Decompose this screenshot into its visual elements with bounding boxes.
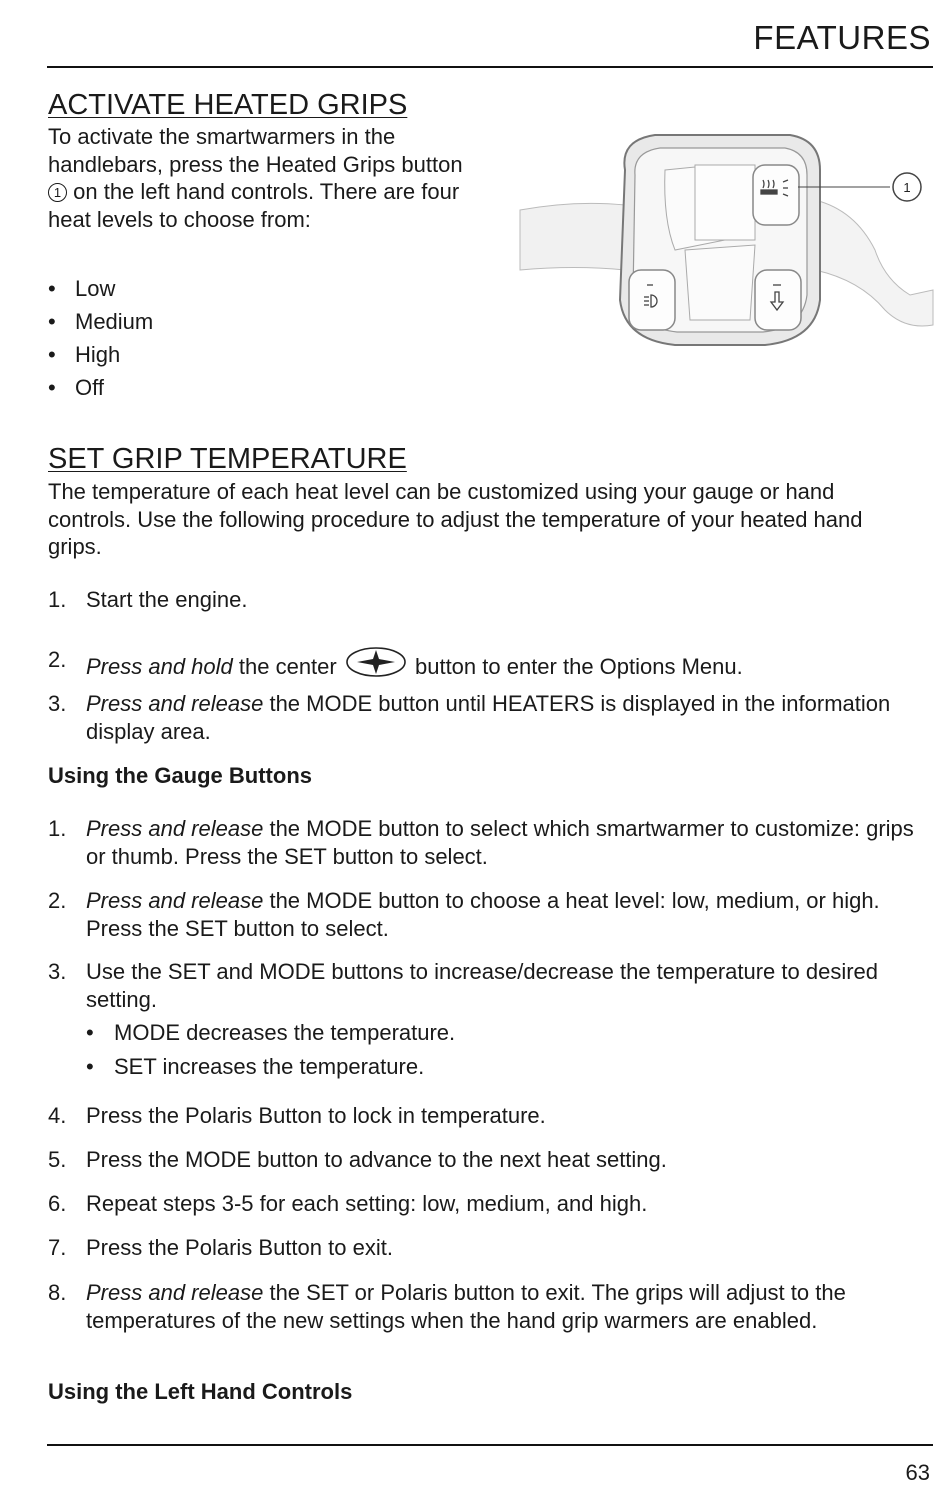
- list-item: 2. Press and hold the center button to enter the Options Menu.: [48, 646, 920, 687]
- page-number: 63: [905, 1460, 930, 1485]
- left-hand-controls-illustration: [515, 130, 935, 370]
- gauge-buttons-heading: Using the Gauge Buttons: [48, 763, 312, 788]
- list-item: • Off: [48, 375, 104, 400]
- grip-temperature-intro: The temperature of each heat level can be customized using your gauge or hand controls. Use the following procedure to adjust the temperature of your heated hand grips.: [48, 479, 863, 560]
- list-item: 8. Press and release the SET or Polaris button to exit. The grips will adjust to the temperatures of the new settings when the hand grip warmers are enabled.: [48, 1280, 846, 1333]
- callout-number: 1: [48, 183, 67, 202]
- list-item: 2. Press and release the MODE button to choose a heat level: low, medium, or high. Press the SET button to select.: [48, 888, 880, 941]
- footer-rule: [47, 1444, 933, 1446]
- list-item: 3. Use the SET and MODE buttons to increase/decrease the temperature to desired setting. • MODE decreases the temperature. • SET increases the temperature.: [48, 958, 920, 1080]
- list-item: 6. Repeat steps 3-5 for each setting: low, medium, and high.: [48, 1191, 648, 1216]
- list-item: • SET increases the temperature.: [86, 1053, 425, 1079]
- list-item: 4. Press the Polaris Button to lock in temperature.: [48, 1103, 546, 1128]
- header-rule: [47, 66, 933, 68]
- heat-levels-list: [48, 272, 153, 404]
- list-item: • Medium: [48, 309, 154, 334]
- list-item: 5. Press the MODE button to advance to the next heat setting.: [48, 1147, 667, 1172]
- list-item: • High: [48, 342, 121, 367]
- list-item: 1. Start the engine.: [48, 587, 248, 612]
- list-item: 1. Press and release the MODE button to select which smartwarmer to customize: grips or thumb. Press the SET button to select.: [48, 816, 914, 869]
- section-title-grip-temperature: SET GRIP TEMPERATURE: [48, 443, 407, 475]
- section-title-heated-grips: ACTIVATE HEATED GRIPS: [48, 89, 408, 121]
- header-title: FEATURES: [753, 19, 931, 56]
- list-item: 7. Press the Polaris Button to exit.: [48, 1235, 393, 1260]
- list-item: • Low: [48, 276, 116, 301]
- callout-label: 1: [903, 180, 911, 195]
- polaris-star-icon: [345, 646, 407, 687]
- list-item: 3. Press and release the MODE button until HEATERS is displayed in the information display area.: [48, 691, 891, 744]
- left-hand-controls-heading: Using the Left Hand Controls: [48, 1379, 353, 1404]
- heated-grips-intro: To activate the smartwarmers in the handlebars, press the Heated Grips button 1 on the left hand controls. There are four heat levels to choose from:: [48, 124, 463, 233]
- list-item: • MODE decreases the temperature.: [86, 1020, 456, 1045]
